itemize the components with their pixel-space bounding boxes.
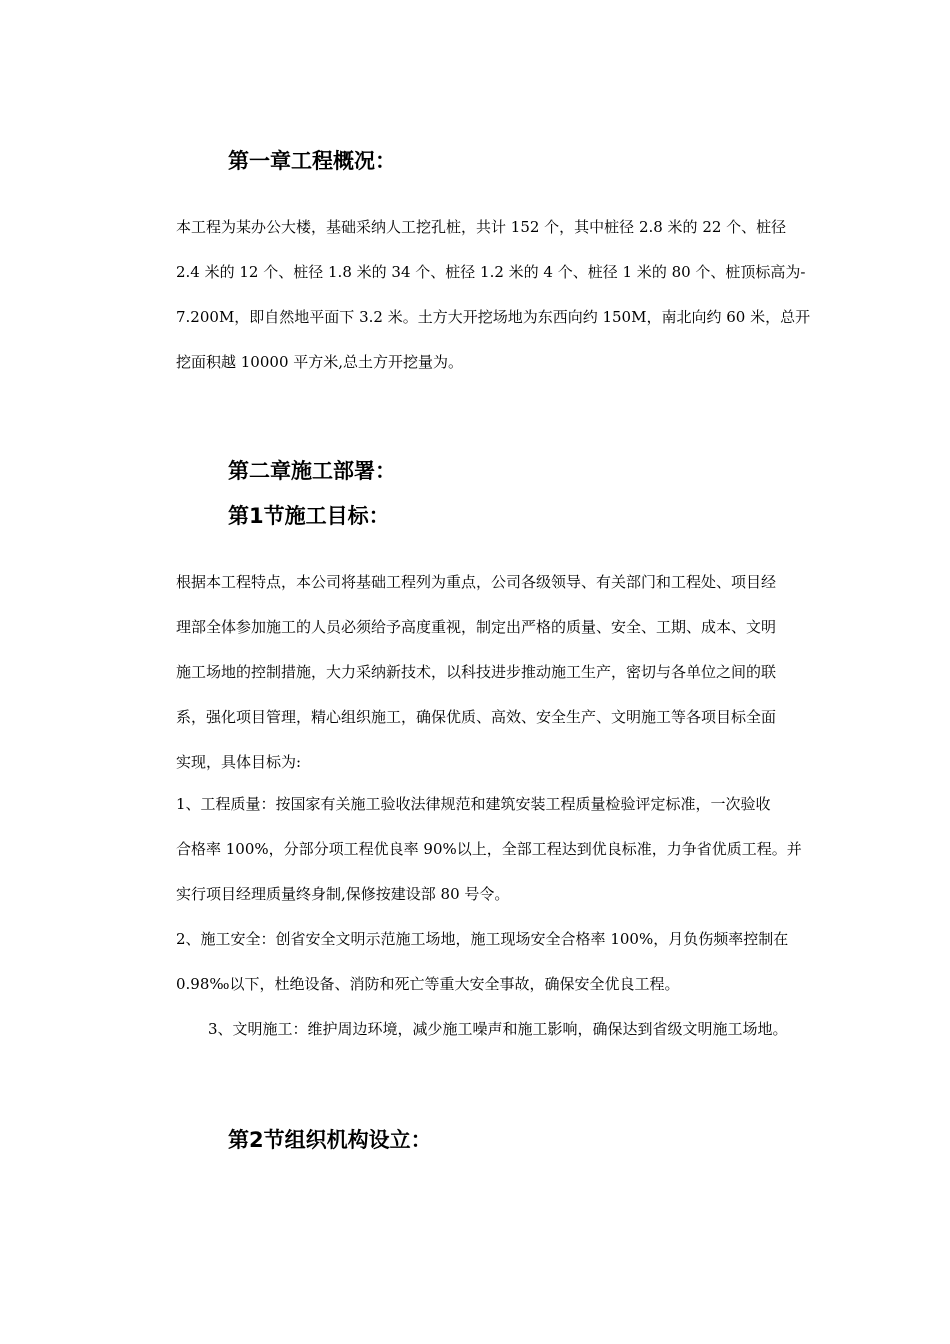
- chapter1-line-3: 7.200M，即自然地平面下 3.2 米。土方大开挖场地为东西向约 150M，南北向约 60 米，总开: [176, 308, 811, 326]
- civility-goal-line: 3、文明施工：维护周边环境，减少施工噪声和施工影响，确保达到省级文明施工场地。: [208, 1020, 788, 1038]
- chapter1-line-4: 挖面积越 10000 平方米,总土方开挖量为。: [176, 353, 464, 371]
- section1-intro-line-4: 系，强化项目管理，精心组织施工，确保优质、高效、安全生产、文明施工等各项目标全面: [176, 708, 777, 726]
- quality-goal-line-1: 1、工程质量：按国家有关施工验收法律规范和建筑安装工程质量检验评定标准，一次验收: [176, 795, 771, 813]
- safety-goal-line-1: 2、施工安全：创省安全文明示范施工场地，施工现场安全合格率 100%，月负伤频率控制在: [176, 930, 789, 948]
- quality-goal-line-2: 合格率 100%，分部分项工程优良率 90%以上，全部工程达到优良标准，力争省优质工程。并: [176, 840, 802, 858]
- chapter1-title: 第一章工程概况：: [228, 149, 396, 173]
- safety-goal-line-2: 0.98‰以下，杜绝设备、消防和死亡等重大安全事故，确保安全优良工程。: [176, 975, 680, 993]
- chapter1-line-2: 2.4 米的 12 个、桩径 1.8 米的 34 个、桩径 1.2 米的 4 个、桩径 1 米的 80 个、桩顶标高为-: [176, 263, 806, 281]
- section1-intro-line-2: 理部全体参加施工的人员必须给予高度重视，制定出严格的质量、安全、工期、成本、文明: [176, 618, 777, 636]
- section1-intro-line-3: 施工场地的控制措施，大力采纳新技术，以科技进步推动施工生产，密切与各单位之间的联: [176, 663, 777, 681]
- chapter1-line-1: 本工程为某办公大楼，基础采纳人工挖孔桩，共计 152 个，其中桩径 2.8 米的 22 个、桩径: [176, 218, 787, 236]
- section1-intro-line-5: 实现，具体目标为:: [176, 753, 302, 771]
- quality-goal-line-3: 实行项目经理质量终身制,保修按建设部 80 号令。: [176, 885, 510, 903]
- section1-title: 第1节施工目标：: [228, 504, 390, 528]
- chapter2-title: 第二章施工部署：: [228, 459, 396, 483]
- section1-intro-line-1: 根据本工程特点，本公司将基础工程列为重点，公司各级领导、有关部门和工程处、项目经: [176, 573, 777, 591]
- section2-title: 第2节组织机构设立：: [228, 1128, 432, 1152]
